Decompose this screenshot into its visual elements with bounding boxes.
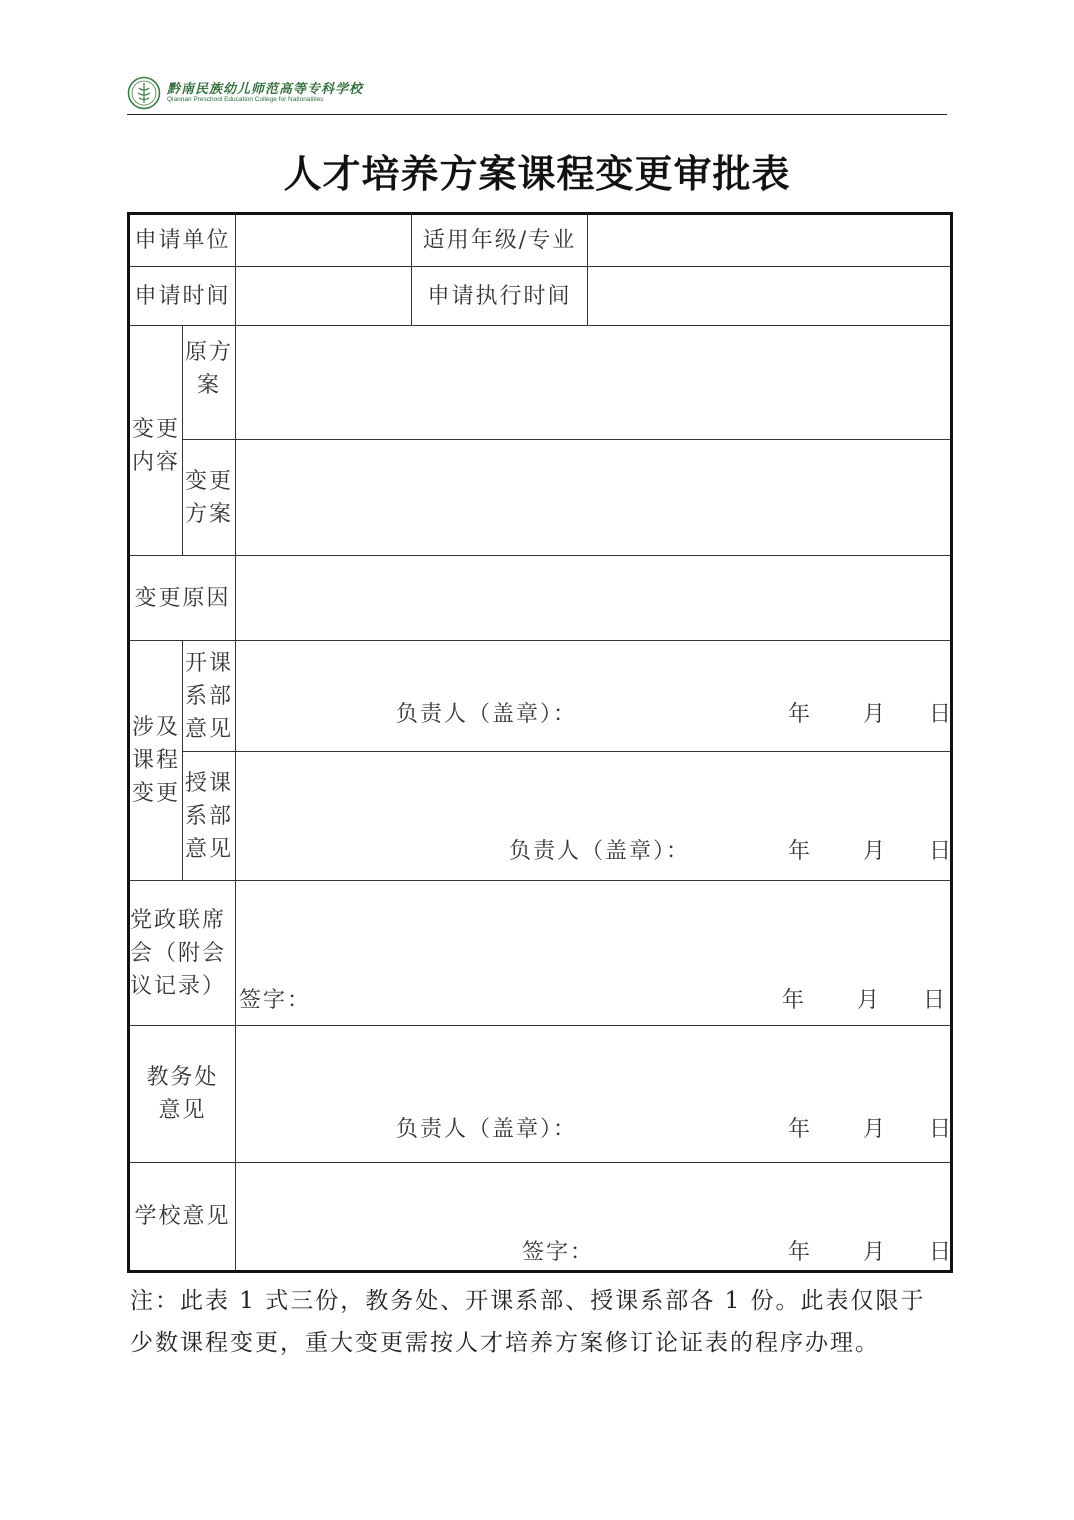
day-label: 日 [929,839,954,864]
label-grade-major: 适用年级/专业 [412,214,588,267]
label-involved-change: 涉及课程变更 [129,641,183,881]
document-header [127,72,947,115]
form-row-time [129,267,952,326]
form-row-unit [129,214,952,267]
form-row-change-reason [129,556,952,641]
field-teaching-dept[interactable] [236,752,952,881]
month-label: 月 [863,1117,888,1142]
label-apply-time: 申请时间 [129,267,236,326]
day-label: 日 [929,1240,954,1265]
label-original-plan: 原方案 [183,326,236,440]
month-label: 月 [863,839,888,864]
year-label: 年 [788,702,813,727]
month-label: 月 [863,1240,888,1265]
label-exec-time: 申请执行时间 [412,267,588,326]
year-label: 年 [788,1117,813,1142]
field-grade-major[interactable] [588,214,952,267]
responsible-label: 负责人（盖章）： [396,702,578,727]
form-row-academic-office [129,1026,952,1163]
day-label: 日 [929,702,954,727]
form-row-offering-dept [129,641,952,752]
field-change-reason[interactable] [236,556,952,641]
page-title: 人才培养方案课程变更审批表 [283,151,791,196]
year-label: 年 [788,1240,813,1265]
label-offering-dept: 开课系部意见 [183,641,236,752]
logo-english-text: Qiannan Preschool Education College for Nationalities [167,96,324,103]
signature-label: 签字： [522,1240,595,1265]
label-change-content: 变更内容 [129,326,183,556]
day-label: 日 [923,988,948,1013]
field-offering-dept[interactable] [236,641,952,752]
form-row-changed-plan [129,440,952,556]
label-party-meeting: 党政联席会（附会议记录） [129,881,236,1026]
field-changed-plan[interactable] [236,440,952,556]
footnote: 注：此表 1 式三份，教务处、开课系部、授课系部各 1 份。此表仅限于少数课程变更，重大变更需按人才培养方案修订论证表的程序办理。 [130,1288,926,1356]
month-label: 月 [857,988,882,1013]
day-label: 日 [929,1117,954,1142]
year-label: 年 [782,988,807,1013]
label-change-reason: 变更原因 [129,556,236,641]
form-row-party-meeting [129,881,952,1026]
signature-label: 签字： [239,988,312,1013]
label-school-opinion: 学校意见 [129,1163,236,1272]
field-apply-unit[interactable] [236,214,412,267]
label-changed-plan: 变更方案 [183,440,236,556]
responsible-label: 负责人（盖章）： [509,839,691,864]
field-academic-office[interactable] [236,1026,952,1163]
label-teaching-dept: 授课系部意见 [183,752,236,881]
field-exec-time[interactable] [588,267,952,326]
school-logo-icon [127,76,161,110]
field-apply-time[interactable] [236,267,412,326]
month-label: 月 [863,702,888,727]
responsible-label: 负责人（盖章）： [396,1117,578,1142]
form-row-school-opinion [129,1163,952,1272]
field-original-plan[interactable] [236,326,952,440]
year-label: 年 [788,839,813,864]
form-row-teaching-dept [129,752,952,881]
label-academic-office: 教务处意见 [129,1026,236,1163]
field-school-opinion[interactable] [236,1163,952,1272]
label-apply-unit: 申请单位 [129,214,236,267]
approval-form-table [127,212,953,1273]
logo-chinese-text: 黔南民族幼儿师范高等专科学校 [167,82,364,97]
form-row-original-plan [129,326,952,440]
field-party-meeting[interactable] [236,881,952,1026]
